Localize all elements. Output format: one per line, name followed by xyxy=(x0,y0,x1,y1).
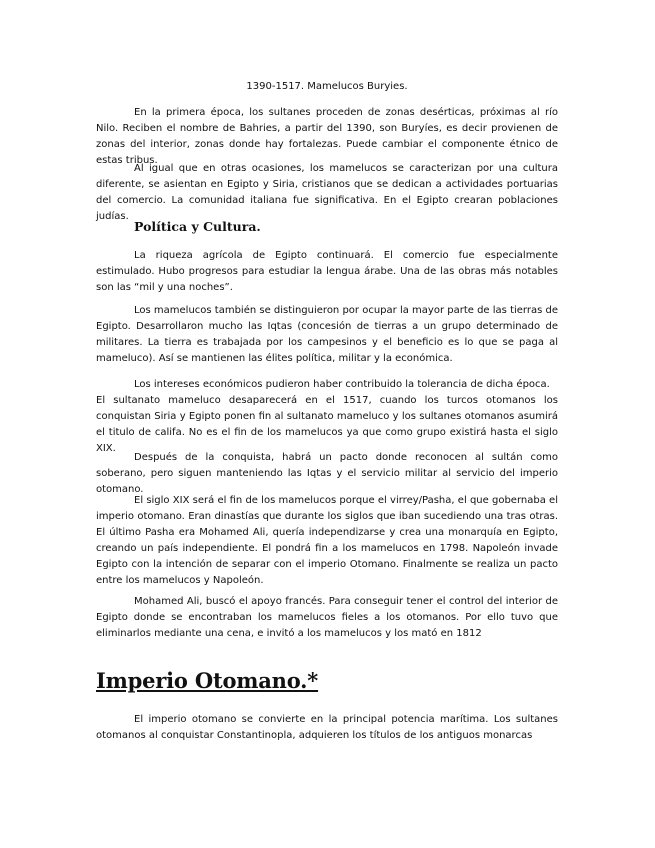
paragraph-agriculture: La riqueza agrícola de Egipto continuará. El comercio fue especialmente estimulado. Hubo progresos para estudiar la lengua árabe. Una de las obras más notables son las “mil y una noches”. xyxy=(96,250,558,293)
paragraph-conquest-pact: Después de la conquista, habrá un pacto donde reconocen al sultán como soberano, pero siguen manteniendo las Iqtas y el servicio militar al servicio del imperio otomano. xyxy=(96,452,558,495)
paragraph-iqtas: Los mamelucos también se distinguieron por ocupar la mayor parte de las tierras de Egipto. Desarrollaron mucho las Iqtas (concesión de tierras a un grupo determinado de militares. La tierra es trabajada por los campesinos y el beneficio es lo que se paga al mameluco). Así se mantienen las élites política, militar y la económica. xyxy=(96,305,558,364)
paragraph-line: Los intereses económicos pudieron haber contribuido la tolerancia de dicha época. xyxy=(134,379,550,390)
paragraph-mohamed-ali: Mohamed Ali, buscó el apoyo francés. Para conseguir tener el control del interior de Egipto donde se encontraban los mamelucos fieles a los otomanos. Por ello tuvo que eliminarlos mediante una cena, e invitó a los mamelucos y los mató en 1812 xyxy=(96,596,558,639)
paragraph-nineteenth-century: El siglo XIX será el fin de los mamelucos porque el virrey/Pasha, el que gobernaba el imperio otomano. Eran dinastías que durante los siglos que iban sucediendo una tras otras. El último Pasha era Mohamed Ali, quería independizarse y crea una monarquía en Egipto, creando un país independiente. El pondrá fin a los mamelucos en 1798. Napoleón invade Egipto con la intención de separar con el imperio Otomano. Finalmente se realiza un pacto entre los mamelucos y Napoleón. xyxy=(96,495,558,586)
paragraph-end-sultanate xyxy=(96,377,558,457)
paragraph-ottoman-intro: El imperio otomano se convierte en la principal potencia marítima. Los sultanes otomanos al conquistar Constantinopla, adquieren los títulos de los antiguos monarcas xyxy=(96,714,558,741)
paragraph-body: El sultanato mameluco desaparecerá en el 1517, cuando los turcos otomanos los conquistan Siria y Egipto ponen fin al sultanato mameluco y los sultanes otomanos asumirá el titulo de califa. No es el fin de los mamelucos ya que como grupo existirá hasta el siglo XIX. xyxy=(96,395,558,454)
paragraph-origins: En la primera época, los sultanes proceden de zonas desérticas, próximas al río Nilo. Reciben el nombre de Bahries, a partir del 1390, son Buryíes, es decir provienen de zonas del interior, zonas donde hay fortalezas. Puede cambiar el componente étnico de estas tribus. xyxy=(96,107,558,166)
period-heading: 1390-1517. Mamelucos Buryies. xyxy=(246,81,408,92)
subheading-politics-culture: Política y Cultura. xyxy=(134,219,261,234)
section-heading-ottoman-empire: Imperio Otomano.* xyxy=(96,668,319,693)
paragraph-culture: Al igual que en otras ocasiones, los mamelucos se caracterizan por una cultura diferente, se asientan en Egipto y Siria, cristianos que se dedican a actividades portuarias del comercio. La comunidad italiana fue significativa. En el Egipto crearan poblaciones judías. xyxy=(96,163,558,222)
